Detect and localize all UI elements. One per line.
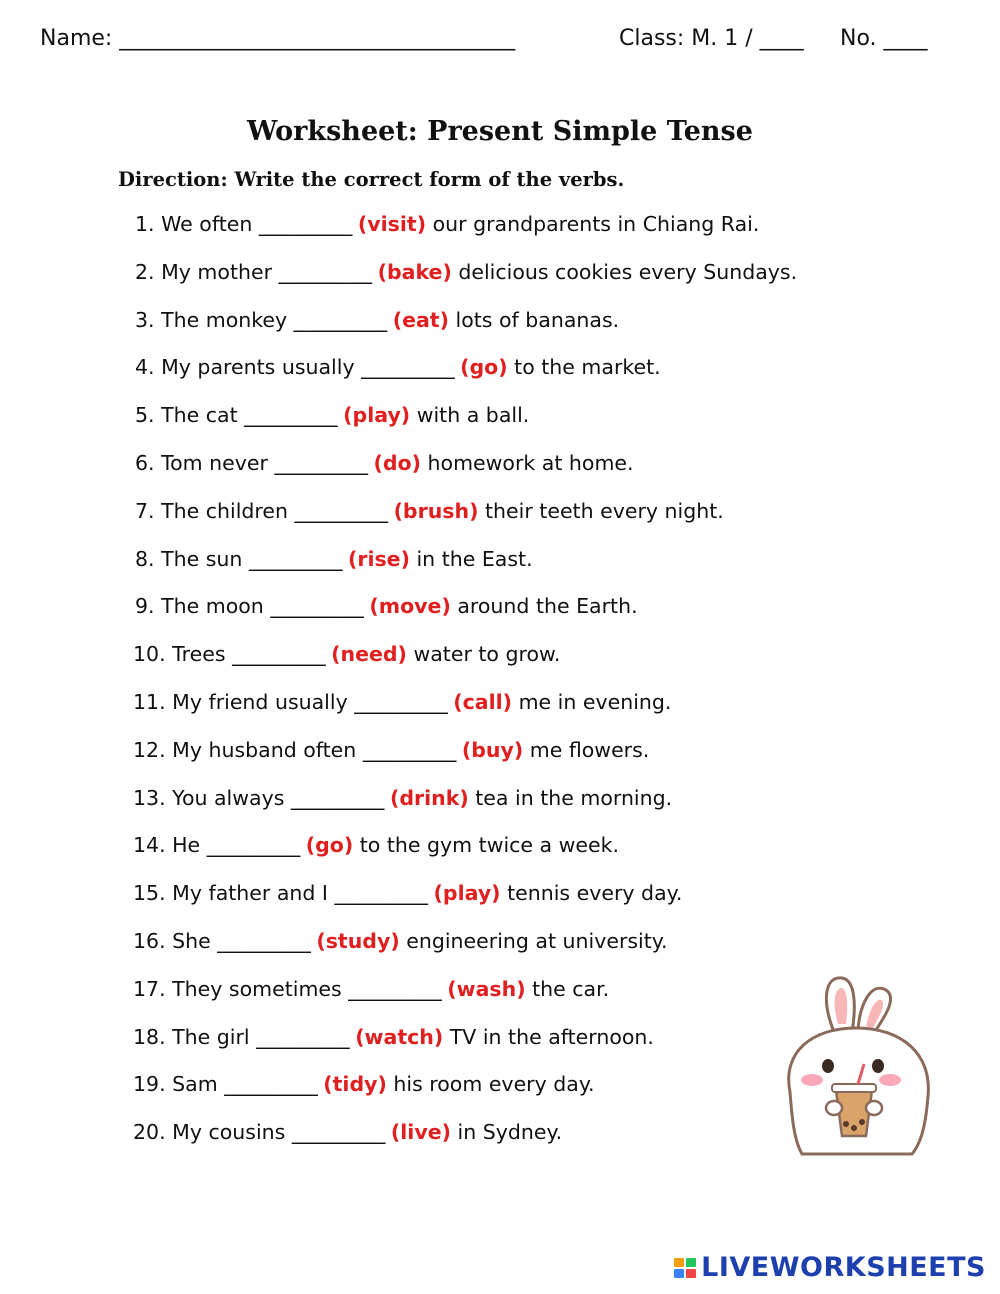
exercise-text-before: You always: [172, 785, 285, 810]
verb-hint: (rise): [347, 546, 410, 571]
verb-hint: (play): [433, 881, 501, 906]
verb-hint: (go): [305, 833, 354, 858]
direction-text: Write the correct form of the verbs.: [234, 168, 625, 191]
exercise-number: 14.: [133, 833, 166, 858]
exercise-text-before: They sometimes: [172, 976, 342, 1001]
exercise-number: 7.: [135, 498, 155, 523]
answer-blank[interactable]: __________: [206, 833, 300, 858]
answer-blank[interactable]: __________: [348, 976, 441, 1001]
exercise-number: 13.: [133, 785, 166, 810]
exercise-item: [133, 881, 682, 911]
answer-blank[interactable]: __________: [362, 737, 456, 762]
answer-blank[interactable]: __________: [224, 1072, 317, 1097]
worksheet-title: Worksheet: Present Simple Tense: [247, 116, 753, 147]
exercise-item: [133, 1072, 595, 1102]
answer-blank[interactable]: __________: [278, 259, 372, 284]
exercise-text-before: He: [172, 833, 201, 858]
exercise-item: [135, 212, 759, 242]
exercise-text-after: his room every day.: [393, 1072, 595, 1097]
answer-blank[interactable]: __________: [361, 355, 454, 380]
verb-hint: (tidy): [323, 1072, 387, 1097]
verb-hint: (eat): [392, 307, 449, 332]
answer-blank[interactable]: __________: [290, 785, 384, 810]
exercise-item: [135, 355, 661, 385]
exercise-item: [133, 690, 671, 720]
exercise-item: [133, 833, 619, 863]
exercise-number: 2.: [135, 259, 155, 284]
answer-blank[interactable]: __________: [217, 929, 310, 953]
exercise-number: 6.: [135, 451, 155, 475]
exercise-number: 20.: [133, 1120, 166, 1145]
answer-blank[interactable]: __________: [258, 212, 352, 236]
exercise-item: [133, 1025, 654, 1055]
verb-hint: (need): [331, 642, 407, 667]
verb-hint: (do): [373, 451, 422, 475]
exercise-text-after: water to grow.: [413, 642, 561, 667]
exercise-text-after: our grandparents in Chiang Rai.: [432, 212, 760, 236]
exercise-text-before: My parents usually: [161, 355, 355, 380]
exercise-text-after: with a ball.: [416, 403, 530, 428]
exercise-item: [135, 260, 797, 290]
verb-hint: (move): [369, 594, 451, 619]
exercise-number: 5.: [135, 403, 155, 428]
exercise-number: 19.: [133, 1072, 166, 1097]
student-info-header: [40, 26, 952, 62]
exercise-text-after: lots of bananas.: [455, 307, 620, 332]
exercise-item: [133, 786, 672, 816]
exercise-number: 12.: [133, 737, 166, 762]
exercise-number: 10.: [133, 642, 166, 667]
exercise-number: 16.: [133, 929, 166, 953]
verb-hint: (call): [453, 690, 513, 714]
exercise-text-after: in Sydney.: [457, 1120, 563, 1145]
exercise-number: 17.: [133, 976, 166, 1001]
exercise-text-after: me flowers.: [529, 737, 650, 762]
liveworksheets-logo: [673, 1252, 986, 1283]
verb-hint: (buy): [461, 737, 524, 762]
exercise-item: [135, 594, 638, 624]
exercise-text-before: My friend usually: [172, 690, 348, 714]
exercise-text-before: Sam: [172, 1072, 218, 1097]
exercise-text-after: TV in the afternoon.: [449, 1024, 654, 1049]
exercise-item: [135, 499, 724, 529]
exercise-text-after: to the market.: [514, 355, 661, 380]
exercise-text-before: My cousins: [172, 1120, 286, 1145]
exercise-text-before: The cat: [161, 403, 238, 428]
bunny-drinking-bubble-tea-icon: [772, 972, 948, 1158]
class-field[interactable]: Class: M. 1 / ____: [619, 26, 804, 51]
verb-hint: (live): [390, 1120, 451, 1145]
number-field[interactable]: No. ____: [840, 26, 928, 51]
answer-blank[interactable]: __________: [274, 451, 367, 475]
answer-blank[interactable]: __________: [232, 642, 325, 667]
exercise-item: [133, 1120, 562, 1150]
exercise-text-before: My father and I: [172, 881, 328, 906]
exercise-item: [135, 403, 529, 433]
exercise-text-before: The children: [161, 498, 288, 523]
exercise-text-before: The sun: [161, 546, 243, 571]
exercise-text-before: My husband often: [172, 737, 357, 762]
exercise-number: 15.: [133, 881, 166, 906]
exercise-item: [133, 642, 560, 672]
exercise-text-after: homework at home.: [427, 451, 634, 475]
exercise-number: 1.: [135, 212, 155, 236]
answer-blank[interactable]: __________: [294, 498, 388, 523]
verb-hint: (watch): [355, 1024, 444, 1049]
exercise-text-before: Tom never: [161, 451, 268, 475]
answer-blank[interactable]: __________: [291, 1120, 385, 1145]
exercise-number: 4.: [135, 355, 155, 380]
answer-blank[interactable]: __________: [244, 403, 337, 428]
liveworksheets-mark-icon: [673, 1256, 697, 1280]
answer-blank[interactable]: __________: [293, 307, 387, 332]
exercise-number: 3.: [135, 307, 155, 332]
logo-text: LIVEWORKSHEETS: [701, 1252, 986, 1283]
exercise-text-before: Trees: [172, 642, 226, 667]
answer-blank[interactable]: __________: [256, 1024, 349, 1049]
exercise-text-before: The monkey: [161, 307, 288, 332]
exercise-number: 8.: [135, 546, 155, 571]
verb-hint: (wash): [447, 976, 526, 1001]
exercise-text-after: tennis every day.: [507, 881, 683, 906]
verb-hint: (visit): [357, 212, 427, 236]
answer-blank[interactable]: __________: [248, 546, 342, 571]
verb-hint: (study): [316, 929, 400, 953]
exercise-item: [133, 929, 668, 959]
exercise-text-after: the car.: [532, 976, 610, 1001]
exercise-text-after: to the gym twice a week.: [359, 833, 620, 858]
verb-hint: (drink): [389, 785, 469, 810]
exercise-text-after: engineering at university.: [406, 929, 668, 953]
exercise-text-after: me in evening.: [518, 690, 672, 714]
exercise-text-before: We often: [161, 212, 253, 236]
name-field[interactable]: Name: ____________________________________: [40, 26, 516, 51]
verb-hint: (go): [460, 355, 508, 380]
exercise-text-before: My mother: [161, 259, 273, 284]
exercise-text-before: The moon: [161, 594, 264, 619]
exercise-number: 18.: [133, 1024, 166, 1049]
exercise-text-after: around the Earth.: [457, 594, 638, 619]
exercise-number: 9.: [135, 594, 155, 619]
verb-hint: (play): [343, 403, 411, 428]
exercise-item: [135, 451, 634, 481]
exercise-item: [135, 308, 619, 338]
exercise-text-after: their teeth every night.: [485, 498, 724, 523]
verb-hint: (brush): [393, 498, 479, 523]
exercise-text-before: The girl: [172, 1024, 250, 1049]
answer-blank[interactable]: __________: [354, 690, 447, 714]
exercise-item: [133, 977, 609, 1007]
exercise-number: 11.: [133, 690, 166, 714]
exercise-item: [133, 738, 649, 768]
verb-hint: (bake): [377, 259, 452, 284]
direction-label: Direction:: [118, 168, 228, 191]
direction-line: [118, 168, 624, 191]
answer-blank[interactable]: __________: [334, 881, 428, 906]
exercise-text-after: delicious cookies every Sundays.: [458, 259, 798, 284]
exercise-item: [135, 547, 533, 577]
exercise-text-after: in the East.: [416, 546, 533, 571]
answer-blank[interactable]: __________: [270, 594, 363, 619]
exercise-text-before: She: [172, 929, 211, 953]
exercise-text-after: tea in the morning.: [475, 785, 673, 810]
